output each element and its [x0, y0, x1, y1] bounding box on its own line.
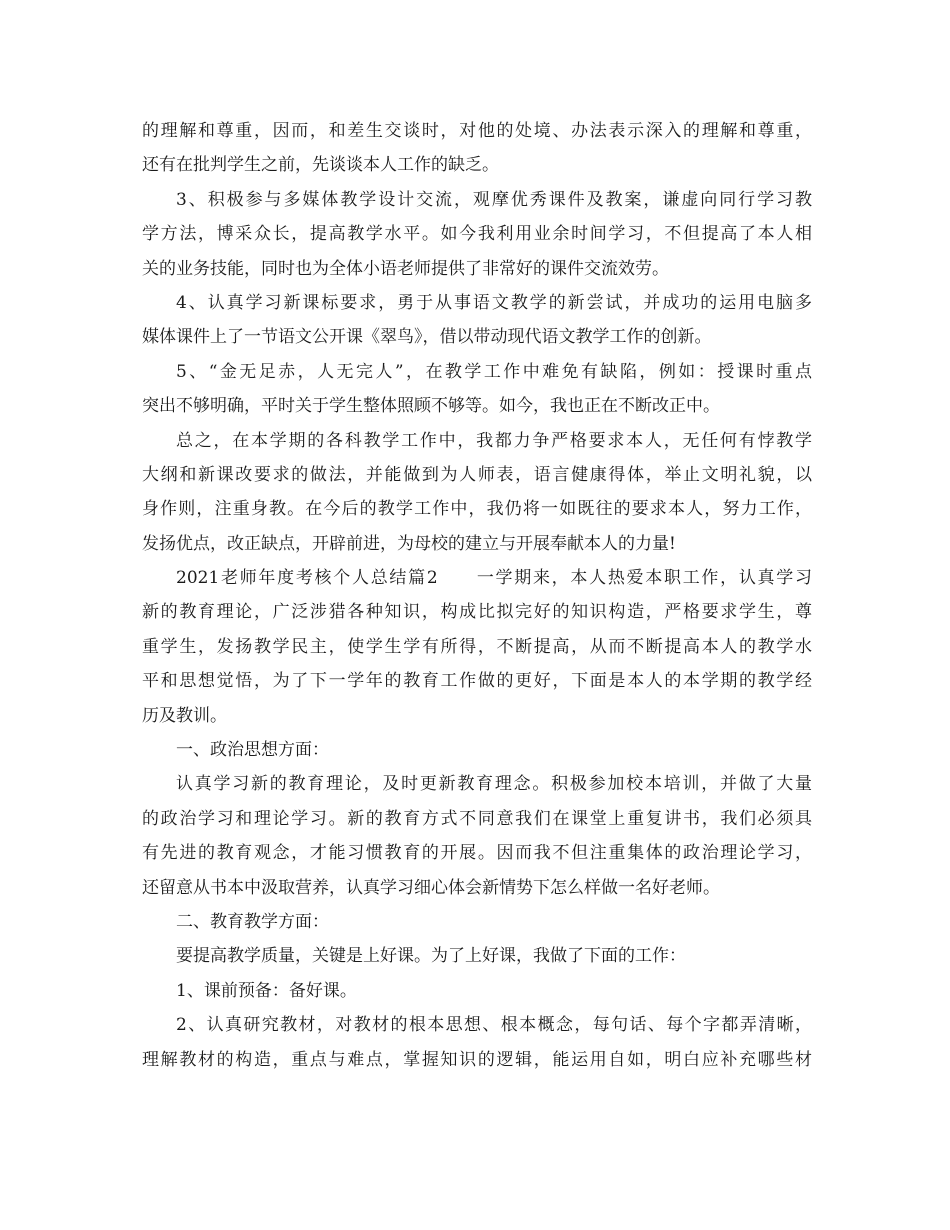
text-line: 平和思想觉悟，为了下一学年的教育工作做的更好，下面是本人的本学期的教学经	[142, 671, 812, 692]
text-line: 认真学习新的教育理论，及时更新教育理念。积极参加校本培训，并做了大量	[176, 774, 812, 795]
text-line: 发扬优点，改正缺点，开辟前进，为母校的建立与开展奉献本人的力量!	[142, 533, 676, 554]
document-body	[142, 114, 812, 1077]
text-line: 有先进的教育观念，才能习惯教育的开展。因而我不但注重集体的政治理论学习，	[142, 843, 812, 864]
text-line: 2、认真研究教材，对教材的根本思想、根本概念，每句话、每个字都弄清晰，	[176, 1015, 812, 1036]
text-line: 新的教育理论，广泛涉猎各种知识，构成比拟完好的知识构造，严格要求学生，尊	[142, 602, 812, 623]
text-line: 的政治学习和理论学习。新的教育方式不同意我们在课堂上重复讲书，我们必须具	[142, 808, 812, 829]
text-line: 学方法，博采众长，提高教学水平。如今我利用业余时间学习，不但提高了本人相	[142, 224, 812, 245]
text-line: 身作则，注重身教。在今后的教学工作中，我仍将一如既往的要求本人，努力工作，	[142, 499, 812, 520]
text-line: 媒体课件上了一节语文公开课《翠鸟》，借以带动现代语文教学工作的创新。	[142, 327, 712, 348]
text-line: 5、“金无足赤，人无完人”，在教学工作中难免有缺陷，例如：授课时重点	[176, 361, 812, 382]
text-line: 的理解和尊重，因而，和差生交谈时，对他的处境、办法表示深入的理解和尊重，	[142, 121, 812, 141]
text-line: 历及教训。	[142, 705, 227, 726]
text-line: 理解教材的构造，重点与难点，掌握知识的逻辑，能运用自如，明白应补充哪些材	[142, 1049, 812, 1070]
section-heading: 二、教育教学方面：	[176, 911, 329, 932]
text-line: 关的业务技能，同时也为全体小语老师提供了非常好的课件交流效劳。	[142, 258, 669, 279]
text-line: 大纲和新课改要求的做法，并能做到为人师表，语言健康得体，举止文明礼貌，以	[142, 464, 812, 485]
text-line: 还有在批判学生之前，先谈谈本人工作的缺乏。	[142, 155, 499, 176]
text-line: 总之，在本学期的各科教学工作中，我都力争严格要求本人，无任何有悖教学	[176, 430, 812, 451]
text-line: 2021老师年度考核个人总结篇2 一学期来，本人热爱本职工作，认真学习	[176, 568, 812, 589]
section-heading: 一、政治思想方面：	[176, 740, 329, 761]
text-line: 还留意从书本中汲取营养，认真学习细心体会新情势下怎么样做一名好老师。	[142, 877, 720, 898]
text-line: 3、积极参与多媒体教学设计交流，观摩优秀课件及教案，谦虚向同行学习教	[176, 189, 812, 210]
text-line: 4、认真学习新课标要求，勇于从事语文教学的新尝试，并成功的运用电脑多	[176, 292, 812, 313]
text-line: 要提高教学质量，关键是上好课。为了上好课，我做了下面的工作：	[176, 946, 686, 967]
text-line: 突出不够明确，平时关于学生整体照顾不够等。如今，我也正在不断改正中。	[142, 396, 720, 417]
text-line: 1、课前预备：备好课。	[176, 980, 357, 1001]
text-line: 重学生，发扬教学民主，使学生学有所得，不断提高，从而不断提高本人的教学水	[142, 636, 812, 657]
